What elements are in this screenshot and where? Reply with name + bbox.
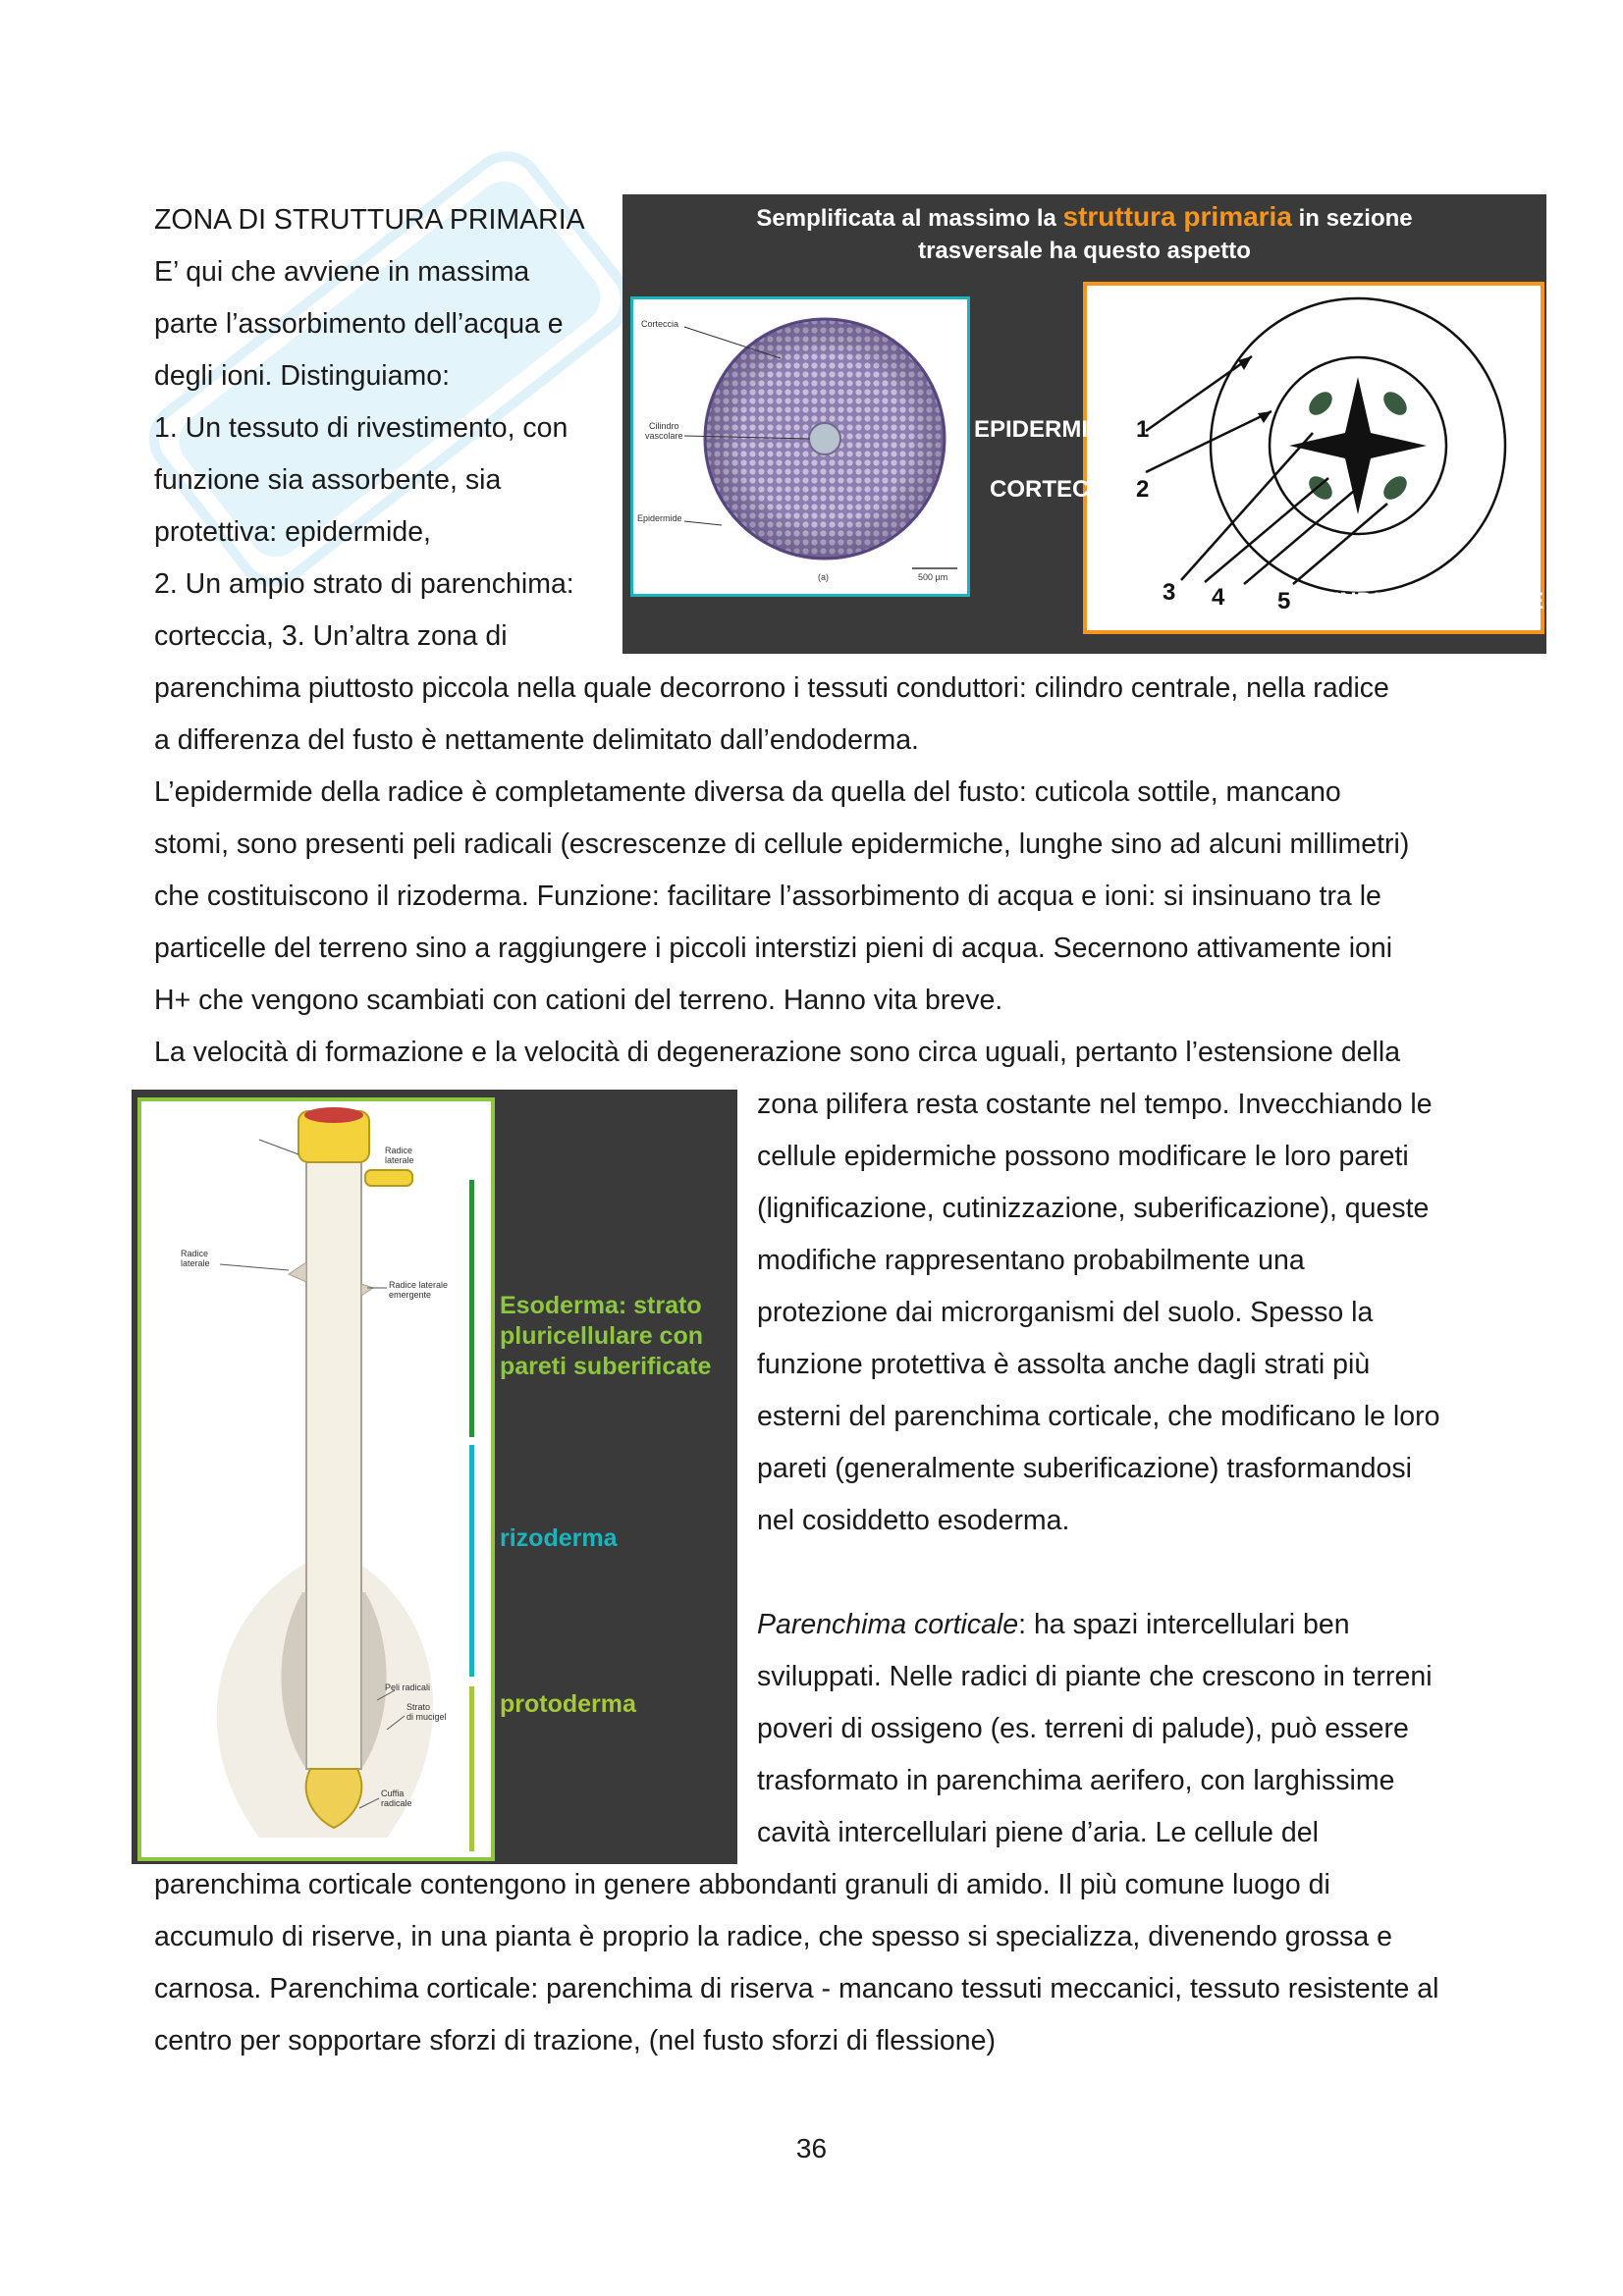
text-line: pareti (generalmente suberificazione) trasformandosi: [757, 1453, 1412, 1484]
scale-bar-label: 500 µm: [918, 572, 948, 582]
root-tip-image: [141, 1101, 491, 1857]
text-line: parenchima piuttosto piccola nella quale decorrono i tessuti conduttori: cilindro centrale, nella radice: [154, 672, 1389, 704]
text-line: stomi, sono presenti peli radicali (escrescenze di cellule epidermiche, lunghe sino ad alcuni millimetri): [154, 828, 1410, 860]
text-line: protezione dai microrganismi del suolo. Spesso la: [757, 1297, 1374, 1328]
text-line: La velocità di formazione e la velocità di degenerazione sono circa uguali, pertanto l’estensione della: [154, 1037, 1401, 1068]
panel-letter: (a): [818, 572, 829, 582]
label-corteccia-big: CORTECCIA: [990, 476, 1130, 503]
text-line: sviluppati. Nelle radici di piante che crescono in terreni: [757, 1661, 1433, 1692]
text-line: cellule epidermiche possono modificare le loro pareti: [757, 1141, 1409, 1172]
section-title: ZONA DI STRUTTURA PRIMARIA: [154, 204, 585, 236]
number-5: 5: [1277, 588, 1291, 614]
label-corteccia: Corteccia: [641, 319, 679, 329]
figure-primary-structure: [622, 194, 1546, 654]
text-line: centro per sopportare sforzi di trazione, (nel fusto sforzi di flessione): [154, 2025, 996, 2056]
text-line: (lignificazione, cutinizzazione, suberificazione), queste: [757, 1193, 1430, 1224]
text-line: trasformato in parenchima aerifero, con larghissime: [757, 1765, 1395, 1796]
number-4: 4: [1212, 584, 1225, 611]
number-1: 1: [1136, 416, 1150, 443]
text-line: esterni del parenchima corticale, che modificano le loro: [757, 1401, 1440, 1432]
text-line: 1. Un tessuto di rivestimento, con: [154, 412, 568, 444]
text-line: Parenchima corticale: ha spazi intercellulari ben: [757, 1609, 1350, 1640]
page-number: 36: [795, 2133, 828, 2163]
esoderma-bar: [469, 1180, 474, 1437]
label-epidermide: EPIDERMIDE: [974, 416, 1121, 443]
label-radice-laterale: Radice laterale: [385, 1146, 414, 1165]
text-line: nel cosiddetto esoderma.: [757, 1505, 1070, 1536]
label-strato-mucigel: Strato di mucigel: [406, 1702, 447, 1722]
term-parenchima-corticale: Parenchima corticale: [757, 1609, 1019, 1640]
text-line: funzione sia assorbente, sia: [154, 464, 502, 496]
diagram-image: [1087, 286, 1544, 630]
text-line: E’ qui che avviene in massima: [154, 256, 530, 288]
text-line: corteccia, 3. Un’altra zona di: [154, 620, 508, 652]
label-cuffia-radicale: Cuffia radicale: [381, 1789, 412, 1808]
text-line: degli ioni. Distinguiamo:: [154, 360, 450, 392]
figure-title: Semplificata al massimo la struttura primaria in sezione trasversale ha questo aspetto: [756, 201, 1413, 264]
text-line: particelle del terreno sino a raggiungere i piccoli interstizi pieni di acqua. Secernono attivamente ioni: [154, 933, 1393, 964]
root-section-diagram: [1083, 282, 1544, 634]
label-cilindro: Cilindro: [649, 421, 679, 431]
label-vascolare: vascolare: [645, 431, 683, 441]
figure-root-tip: [132, 1090, 737, 1864]
label-radice-laterale-left: Radice laterale: [181, 1249, 210, 1268]
text-line: funzione protettiva è assolta anche dagli strati più: [757, 1349, 1371, 1380]
label-cilindro-centrale: CILINDRO CENTRALE: [1295, 588, 1544, 614]
number-2: 2: [1136, 476, 1150, 503]
label-protoderma: protoderma: [500, 1690, 636, 1718]
text-line: a differenza del fusto è nettamente delimitato dall’endoderma.: [154, 724, 919, 756]
text-line: protettiva: epidermide,: [154, 516, 431, 548]
root-tip-drawing: [137, 1097, 495, 1861]
text-line: H+ che vengono scambiati con cationi del terreno. Hanno vita breve.: [154, 985, 1003, 1016]
text-line: 2. Un ampio strato di parenchima:: [154, 568, 574, 600]
protoderma-bar: [469, 1686, 474, 1851]
text-line: modifiche rappresentano probabilmente una: [757, 1245, 1305, 1276]
micrograph-image: [633, 299, 967, 594]
label-rizoderma: rizoderma: [500, 1524, 618, 1552]
micrograph-root-section: [630, 296, 970, 597]
rizoderma-bar: [469, 1445, 474, 1677]
label-radice-emergente: Radice laterale emergente: [389, 1280, 449, 1300]
text-line: cavità intercellulari piene d’aria. Le cellule del: [757, 1817, 1319, 1848]
text-line: carnosa. Parenchima corticale: parenchima di riserva - mancano tessuti meccanici, tessuto resistente al: [154, 1973, 1439, 2004]
text-line: poveri di ossigeno (es. terreni di palude), può essere: [757, 1713, 1409, 1744]
text-line: parte l’assorbimento dell’acqua e: [154, 308, 564, 340]
label-peli-radicali: Peli radicali: [385, 1682, 431, 1692]
text-line: accumulo di riserve, in una pianta è proprio la radice, che spesso si specializza, divenendo grossa e: [154, 1921, 1393, 1952]
text-line: parenchima corticale contengono in genere abbondanti granuli di amido. Il più comune luogo di: [154, 1869, 1330, 1900]
label-esoderma: Esoderma: strato pluricellulare con pareti suberificate: [500, 1292, 712, 1380]
number-3: 3: [1163, 579, 1176, 606]
text-line: zona pilifera resta costante nel tempo. Invecchiando le: [757, 1089, 1433, 1120]
text-line: che costituiscono il rizoderma. Funzione: facilitare l’assorbimento di acqua e ioni: si insinuano tra le: [154, 881, 1381, 912]
text-line: L’epidermide della radice è completamente diversa da quella del fusto: cuticola sottile, mancano: [154, 776, 1341, 808]
label-epidermide-small: Epidermide: [637, 513, 682, 523]
